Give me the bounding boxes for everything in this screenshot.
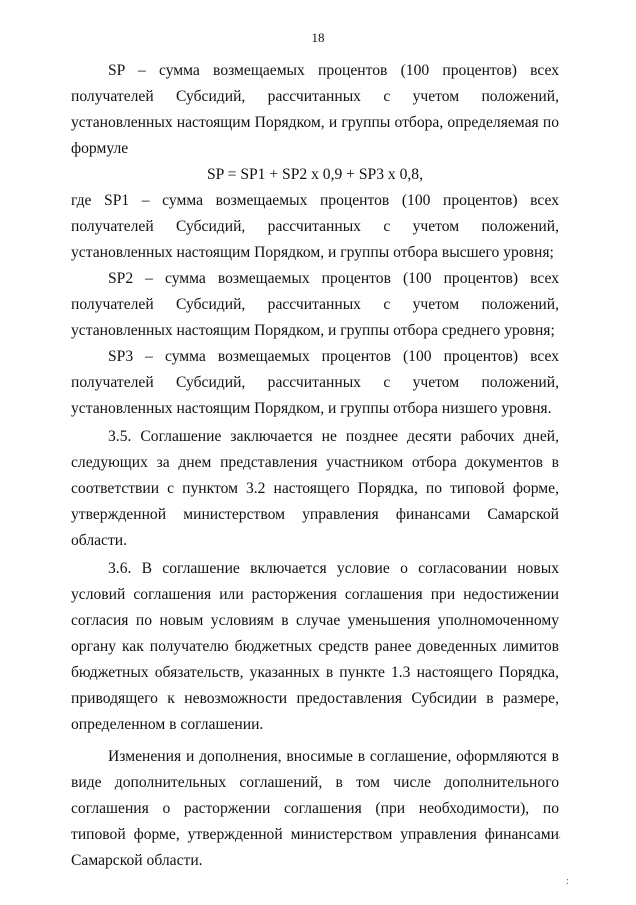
paragraph-sp-definition: SP – сумма возмещаемых процентов (100 процентов) всех получателей Субсидий, рассчитанных с учетом положений, установленных настоящим Порядком, и группы отбора, определяемая по формуле — [71, 62, 559, 157]
paragraph-sp2-definition: SP2 – сумма возмещаемых процентов (100 процентов) всех получателей Субсидий, рассчитанных с учетом положений, установленных настоящим Порядком, и группы отбора среднего уровня; — [71, 270, 559, 339]
scan-speck: · — [558, 833, 562, 844]
document-body — [71, 58, 562, 874]
scan-speck: : — [566, 876, 569, 887]
paragraph-3-5: 3.5. Соглашение заключается не позднее десяти рабочих дней, следующих за днем представления участником отбора документов в соответствии с пунктом 3.2 настоящего Порядка, по типовой форме, утвержденной министерством управления финансами Самарской области. — [71, 428, 559, 549]
formula: SP = SP1 + SP2 x 0,9 + SP3 x 0,8, — [206, 166, 424, 183]
paragraph-sp3-definition: SP3 – сумма возмещаемых процентов (100 процентов) всех получателей Субсидий, рассчитанных с учетом положений, установленных настоящим Порядком, и группы отбора низшего уровня. — [71, 348, 559, 417]
page-number: 18 — [311, 30, 325, 45]
paragraph-3-6: 3.6. В соглашение включается условие о согласовании новых условий соглашения или расторжения соглашения при недостижении согласия по новым условиям в случае уменьшения уполномоченному органу как получателю бюджетных средств ранее доведенных лимитов бюджетных обязательств, указанных в пункте 1.3 настоящего Порядка, приводящего к невозможности предоставления Субсидии в размере, определенном в соглашении. — [71, 560, 559, 733]
paragraph-amendments: Изменения и дополнения, вносимые в соглашение, оформляются в виде дополнительных соглашений, в том числе дополнительного соглашения о расторжении соглашения (при необходимости), по типовой форме, утвержденной министерством управления финансами Самарской области. — [71, 748, 559, 869]
paragraph-sp1-definition: где SP1 – сумма возмещаемых процентов (100 процентов) всех получателей Субсидий, рассчитанных с учетом положений, установленных настоящим Порядком, и группы отбора высшего уровня; — [71, 192, 559, 261]
